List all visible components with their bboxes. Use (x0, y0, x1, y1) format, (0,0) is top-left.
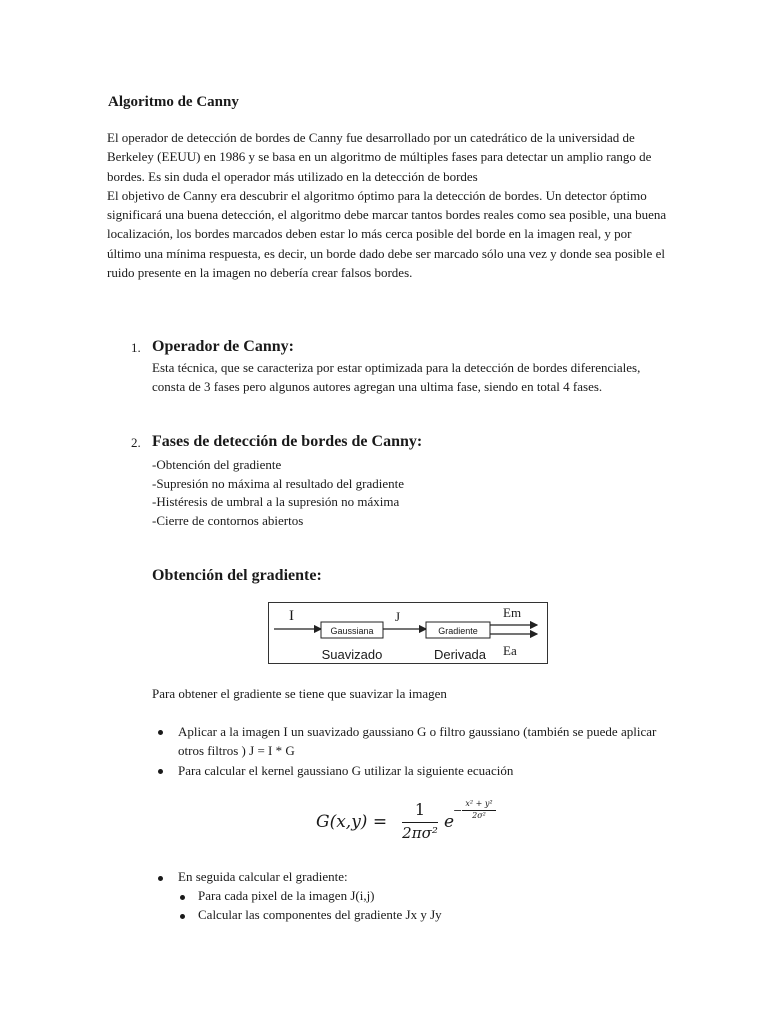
formula-lhs: G(x,y) = (316, 812, 388, 832)
phase-item: -Obtención del gradiente (152, 457, 282, 472)
bullet-item-1: Aplicar a la imagen I un suavizado gaussiano G o filtro gaussiano (también se puede aplicar otros filtros ) J = I * G (178, 724, 657, 759)
phase-list (152, 455, 652, 529)
bullet-item-3: En seguida calcular el gradiente: (178, 869, 348, 884)
formula-numerator: 1 (414, 800, 426, 819)
bullet-item-2: Para calcular el kernel gaussiano G utilizar la siguiente ecuación (178, 763, 514, 778)
diagram-svg (269, 603, 549, 665)
magnitude-output-label: Em (503, 605, 522, 620)
sub-bullet-item-1: Para cada pixel de la imagen J(i,j) (198, 888, 375, 903)
section-2-heading: Fases de detección de bordes de Canny: (152, 433, 423, 450)
sub-bullet-item-2: Calcular las componentes del gradiente Jx y Jy (198, 907, 442, 922)
gradient-block-label: Gradiente (438, 626, 478, 636)
sub-bullet-dot (180, 914, 185, 919)
section-1-number: 1. (131, 340, 141, 355)
gaussian-block-label: Gaussiana (330, 626, 374, 636)
derivative-label: Derivada (433, 647, 487, 662)
formula-base: e (444, 812, 455, 832)
section-1-body: Esta técnica, que se caracteriza por estar optimizada para la detección de bordes diferenciales, consta de 3 fases pero algunos autores agregan una ultima fase, siendo en total 4 fases. (152, 360, 641, 395)
phase-item: -Supresión no máxima al resultado del gradiente (152, 475, 404, 491)
bullet-dot (158, 876, 163, 881)
diagram-mid-label: J (395, 609, 401, 624)
smoothing-label: Suavizado (321, 647, 383, 662)
intro-text (107, 128, 667, 282)
intro-paragraph-1: El operador de detección de bordes de Canny fue desarrollado por un catedrático de la universidad de Berkeley (EEUU) en 1986 y se basa en un algoritmo de múltiples fases para detectar un amplio rango de bordes. Es sin duda el operador más utilizado en la detección de bordes (107, 130, 652, 184)
sub-bullet-dot (180, 895, 185, 900)
formula-exp-numerator: x² + y² (465, 799, 493, 808)
angle-output-label: Ea (503, 643, 517, 658)
intro-paragraph-2: El objetivo de Canny era descubrir el algoritmo óptimo para la detección de bordes. Un detector óptimo significará una buena detección, el algoritmo debe marcar tantos bordes reales como sea posible, una buena localización, los bordes marcados deben estar lo más cerca posible del borde en la imagen real, y por último una mínima respuesta, es decir, un borde dado debe ser marcado sólo una vez y donde sea posible el ruido presente en la imagen no debería crear falsos bordes. (107, 187, 667, 281)
gradient-intro: Para obtener el gradiente se tiene que suavizar la imagen (152, 686, 447, 701)
phase-item: -Cierre de contornos abiertos (152, 512, 304, 528)
section-2-number: 2. (131, 435, 141, 450)
gradient-heading: Obtención del gradiente: (152, 567, 322, 584)
document-title: Algoritmo de Canny (108, 94, 239, 110)
section-1-heading: Operador de Canny: (152, 338, 294, 355)
gaussian-formula (316, 798, 516, 848)
phase-item: -Histéresis de umbral a la supresión no máxima (152, 494, 400, 510)
formula-fraction-bar (402, 822, 438, 823)
formula-denominator: 2πσ² (402, 824, 438, 842)
diagram-input-label: I (289, 608, 294, 624)
gradient-block-diagram (268, 602, 548, 664)
bullet-dot (158, 769, 163, 774)
formula-minus: − (453, 804, 463, 817)
bullet-dot (158, 730, 163, 735)
formula-exp-denominator: 2σ² (472, 811, 486, 820)
